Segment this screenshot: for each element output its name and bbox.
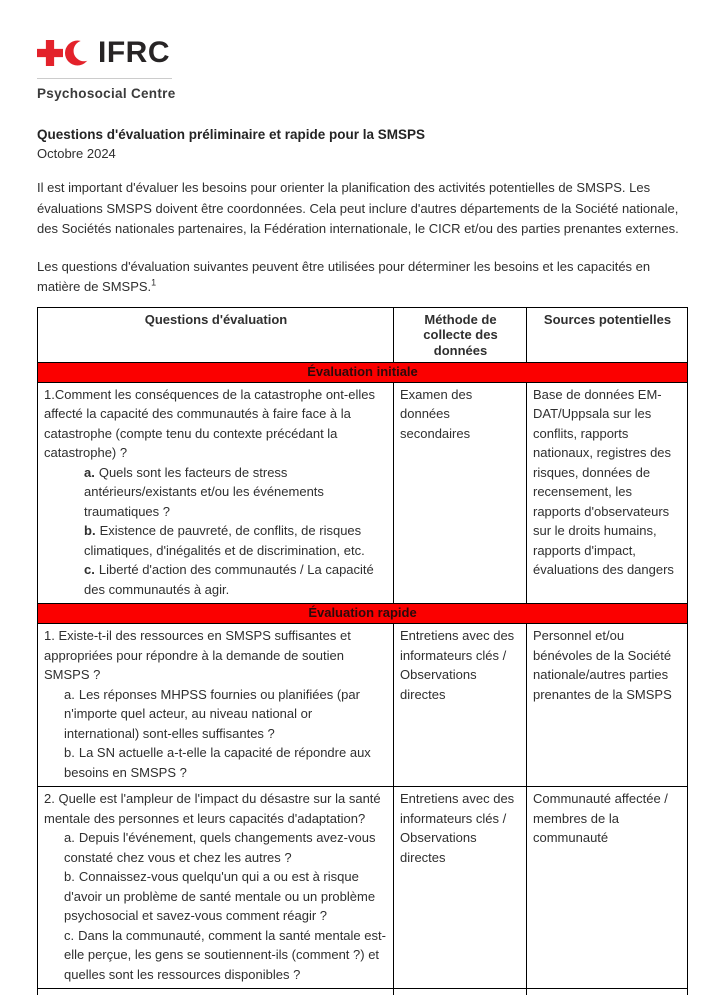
sources-cell: Personnel et/ou bénévoles de la Société nationale/autres parties prenantes de la SMSPS — [527, 624, 688, 787]
evaluation-table — [37, 307, 688, 995]
section-banner-label: Évaluation initiale — [38, 363, 688, 383]
question-subitem — [64, 867, 388, 926]
subitem-label: a. — [84, 464, 95, 480]
subitem-text: Existence de pauvreté, de conflits, de risques climatiques, d'inégalités et de discrimination, etc. — [84, 523, 365, 558]
subitem-text: Dans la communauté, comment la santé mentale est-elle perçue, les gens se soutiennent-ils (comment ?) et quelles sont les ressources disponibles ? — [64, 927, 386, 982]
method-cell: Entretiens avec des informateurs clés / Observations directes — [394, 787, 527, 989]
subitem-label: b. — [64, 745, 75, 761]
question-subitem — [84, 560, 388, 599]
question-subitem — [84, 521, 388, 560]
question-cell — [38, 624, 394, 787]
table-row — [38, 624, 688, 787]
footnote-marker: 1 — [151, 277, 157, 288]
red-crescent-icon — [65, 40, 91, 66]
logo-divider — [37, 78, 172, 79]
section-banner-label: Évaluation rapide — [38, 604, 688, 624]
question-cell-empty — [38, 989, 394, 995]
sources-cell: Base de données EM-DAT/Uppsala sur les conflits, rapports nationaux, registres des risques, données de recensement, les rapports d'observateurs sur le droits humains, rapports d'impact, évaluations des dangers — [527, 382, 688, 604]
table-header-row — [38, 307, 688, 363]
subitem-text: Liberté d'action des communautés / La capacité des communautés à agir. — [84, 562, 374, 597]
subitem-label: c. — [84, 562, 95, 578]
question-subitem — [64, 828, 388, 867]
col-header-sources: Sources potentielles — [527, 307, 688, 363]
usage-paragraph — [37, 257, 687, 298]
page-title: Questions d'évaluation préliminaire et rapide pour la SMSPS — [37, 127, 426, 142]
red-cross-icon — [37, 40, 63, 66]
question-cell — [38, 787, 394, 989]
question-cell — [38, 382, 394, 604]
subitem-text: La SN actuelle a-t-elle la capacité de répondre aux besoins en SMSPS ? — [64, 745, 371, 780]
subitem-text: Les réponses MHPSS fournies ou planifiées (par n'importe quel acteur, au niveau national or international) sont-elles suffisantes ? — [64, 686, 360, 741]
subitem-label: b. — [64, 869, 75, 885]
question-subitem — [64, 926, 388, 985]
usage-paragraph-text: Les questions d'évaluation suivantes peuvent être utilisées pour déterminer les besoins et les capacités en matière de SMSPS. — [37, 258, 651, 295]
subitem-label: c. — [64, 927, 75, 943]
subitem-label: a. — [64, 830, 75, 846]
section-banner-initial — [38, 363, 688, 383]
question-intro: 1.Comment les conséquences de la catastrophe ont-elles affecté la capacité des communautés à faire face à la catastrophe (compte tenu du contexte précédant la catastrophe) ? — [44, 386, 375, 461]
subitem-text: Quels sont les facteurs de stress antérieurs/existants et/ou les événements traumatiques ? — [84, 464, 324, 519]
logo-acronym: IFRC — [98, 35, 170, 69]
question-subitem — [84, 463, 388, 522]
question-intro: 2. Quelle est l'ampleur de l'impact du désastre sur la santé mentale des personnes et leurs capacités d'adaptation? — [44, 791, 381, 826]
method-cell: Entretiens avec des informateurs clés / Observations directes — [394, 624, 527, 787]
table-row — [38, 382, 688, 604]
table-row-cutoff — [38, 989, 688, 995]
col-header-method: Méthode de collecte des données — [394, 307, 527, 363]
subitem-text: Depuis l'événement, quels changements avez-vous constaté chez vous et chez les autres ? — [64, 830, 376, 865]
sources-cell-empty — [527, 989, 688, 995]
doc-date: Octobre 2024 — [37, 146, 116, 161]
method-cell-empty — [394, 989, 527, 995]
subitem-text: Connaissez-vous quelqu'un qui a ou est à risque d'avoir un problème de santé mentale ou un problème psychosocial et savez-vous comment réagir ? — [64, 869, 376, 924]
method-cell: Examen des données secondaires — [394, 382, 527, 604]
question-subitem — [64, 743, 388, 782]
sources-cell: Communauté affectée / membres de la communauté — [527, 787, 688, 989]
col-header-questions: Questions d'évaluation — [38, 307, 394, 363]
intro-paragraph: Il est important d'évaluer les besoins pour orienter la planification des activités potentielles de SMSPS. Les évaluations SMSPS doivent être coordonnées. Cela peut inclure d'autres départements de la Société nationale, des Sociétés nationales partenaires, la Fédération internationale, le CICR et/ou des parties prenantes externes. — [37, 180, 679, 237]
section-banner-rapid — [38, 604, 688, 624]
subitem-label: a. — [64, 686, 75, 702]
question-intro: 1. Existe-t-il des ressources en SMSPS suffisantes et appropriées pour répondre à la demande de soutien SMSPS ? — [44, 628, 351, 683]
logo-subtitle: Psychosocial Centre — [37, 86, 176, 101]
question-subitem — [64, 685, 388, 744]
subitem-label: b. — [84, 523, 96, 539]
table-row — [38, 787, 688, 989]
ifrc-logo — [37, 37, 687, 68]
